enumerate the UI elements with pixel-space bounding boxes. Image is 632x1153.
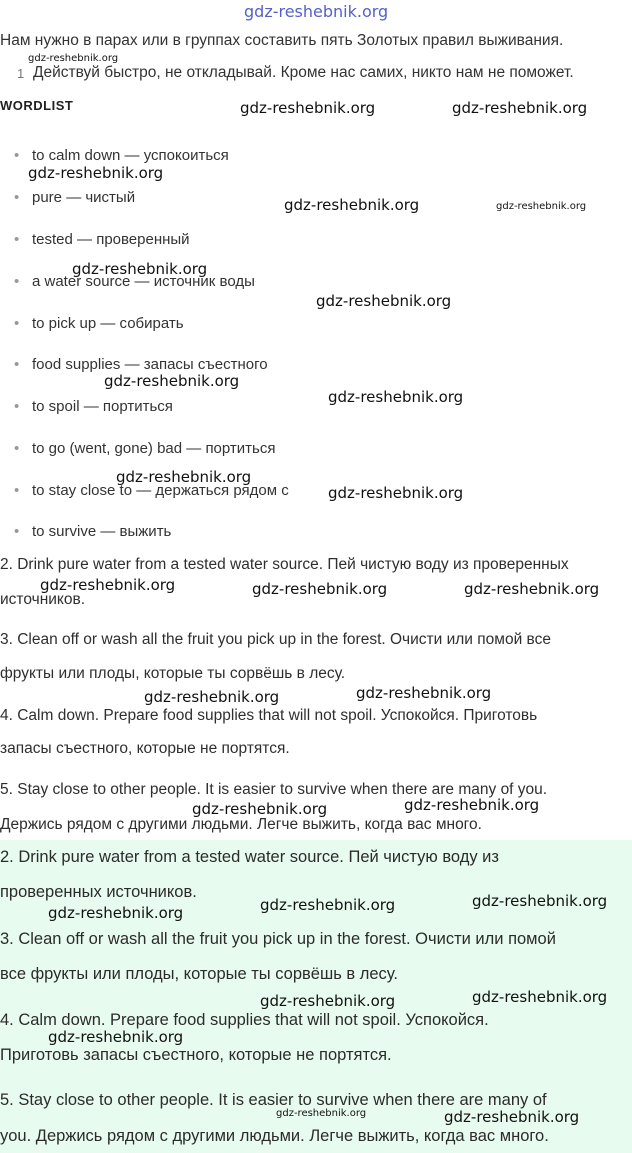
rule-3-line-2: фрукты или плоды, которые ты сорвёшь в лесу.	[0, 665, 346, 682]
list-item: • a water source — источник воды	[14, 273, 255, 290]
list-item: • to stay close to — держаться рядом с	[14, 482, 289, 499]
green-rule-4-line-1: 4. Calm down. Prepare food supplies that will not spoil. Успокойся.	[0, 1011, 489, 1029]
rule-1-text: Действуй быстро, не откладывай. Кроме нас самих, никто нам не поможет.	[33, 64, 574, 81]
green-rule-2-line-1: 2. Drink pure water from a tested water source. Пей чистую воду из	[0, 848, 499, 866]
watermark: gdz-reshebnik.org	[316, 292, 452, 310]
watermark-top: gdz-reshebnik.org	[244, 2, 389, 21]
green-rule-5-line-1: 5. Stay close to other people. It is easier to survive when there are many of	[0, 1091, 547, 1109]
watermark: gdz-reshebnik.org	[252, 580, 388, 598]
watermark: gdz-reshebnik.org	[260, 992, 396, 1010]
watermark: gdz-reshebnik.org	[444, 1108, 580, 1126]
list-item: • food supplies — запасы съестного	[14, 356, 268, 373]
bullet-icon: •	[14, 440, 20, 457]
green-rule-3-line-2: все фрукты или плоды, которые ты сорвёшь в лесу.	[0, 965, 398, 983]
rule-5-line-2: Держись рядом с другими людьми. Легче выжить, когда вас много.	[0, 816, 482, 833]
watermark: gdz-reshebnik.org	[104, 372, 240, 390]
watermark: gdz-reshebnik.org	[472, 988, 608, 1006]
watermark: gdz-reshebnik.org	[48, 904, 184, 922]
list-item: • to pick up — собирать	[14, 315, 184, 332]
list-item: • to go (went, gone) bad — портиться	[14, 440, 276, 457]
watermark: gdz-reshebnik.org	[472, 892, 608, 910]
rule-number: 1	[17, 66, 25, 81]
watermark: gdz-reshebnik.org	[40, 576, 176, 594]
bullet-icon: •	[14, 147, 20, 164]
watermark: gdz-reshebnik.org	[144, 688, 280, 706]
wordlist-title: WORDLIST	[0, 98, 74, 113]
bullet-icon: •	[14, 231, 20, 248]
bullet-icon: •	[14, 315, 20, 332]
watermark: gdz-reshebnik.org	[464, 580, 600, 598]
bullet-icon: •	[14, 273, 20, 290]
rule-3-line-1: 3. Clean off or wash all the fruit you pick up in the forest. Очисти или помой все	[0, 631, 551, 648]
green-rule-4-line-2: Приготовь запасы съестного, которые не портятся.	[0, 1046, 392, 1064]
watermark: gdz-reshebnik.org	[192, 800, 328, 818]
list-item: • to calm down — успокоиться	[14, 147, 229, 164]
list-item: • tested — проверенный	[14, 231, 190, 248]
watermark: gdz-reshebnik.org	[284, 196, 420, 214]
watermark: gdz-reshebnik.org	[452, 99, 588, 117]
bullet-icon: •	[14, 398, 20, 415]
bullet-icon: •	[14, 482, 20, 499]
list-item: • pure — чистый	[14, 189, 136, 206]
watermark: gdz-reshebnik.org	[240, 99, 376, 117]
watermark: gdz-reshebnik.org	[356, 684, 492, 702]
rule-2-line-1: 2. Drink pure water from a tested water source. Пей чистую воду из проверенных	[0, 556, 569, 573]
green-rule-3-line-1: 3. Clean off or wash all the fruit you pick up in the forest. Очисти или помой	[0, 930, 556, 948]
watermark: gdz-reshebnik.org	[260, 896, 396, 914]
list-item: • to survive — выжить	[14, 523, 172, 540]
intro-text: Нам нужно в парах или в группах составить пять Золотых правил выживания.	[0, 32, 564, 49]
rule-4-line-2: запасы съестного, которые не портятся.	[0, 740, 290, 757]
bullet-icon: •	[14, 523, 20, 540]
rule-4-line-1: 4. Calm down. Prepare food supplies that will not spoil. Успокойся. Приготовь	[0, 707, 538, 724]
watermark: gdz-reshebnik.org	[404, 796, 540, 814]
watermark: gdz-reshebnik.org	[276, 1108, 367, 1119]
bullet-icon: •	[14, 356, 20, 373]
watermark: gdz-reshebnik.org	[28, 164, 164, 182]
watermark: gdz-reshebnik.org	[328, 388, 464, 406]
watermark: gdz-reshebnik.org	[496, 201, 587, 212]
watermark: gdz-reshebnik.org	[28, 53, 119, 64]
watermark: gdz-reshebnik.org	[48, 1028, 184, 1046]
watermark: gdz-reshebnik.org	[328, 484, 464, 502]
watermark: gdz-reshebnik.org	[72, 260, 208, 278]
green-rule-5-line-2: you. Держись рядом с другими людьми. Легче выжить, когда вас много.	[0, 1127, 549, 1145]
bullet-icon: •	[14, 189, 20, 206]
list-item: • to spoil — портиться	[14, 398, 173, 415]
watermark: gdz-reshebnik.org	[116, 468, 252, 486]
rule-2-line-2: источников.	[0, 591, 86, 608]
rule-5-line-1: 5. Stay close to other people. It is easier to survive when there are many of you.	[0, 781, 548, 798]
green-rule-2-line-2: проверенных источников.	[0, 883, 197, 901]
